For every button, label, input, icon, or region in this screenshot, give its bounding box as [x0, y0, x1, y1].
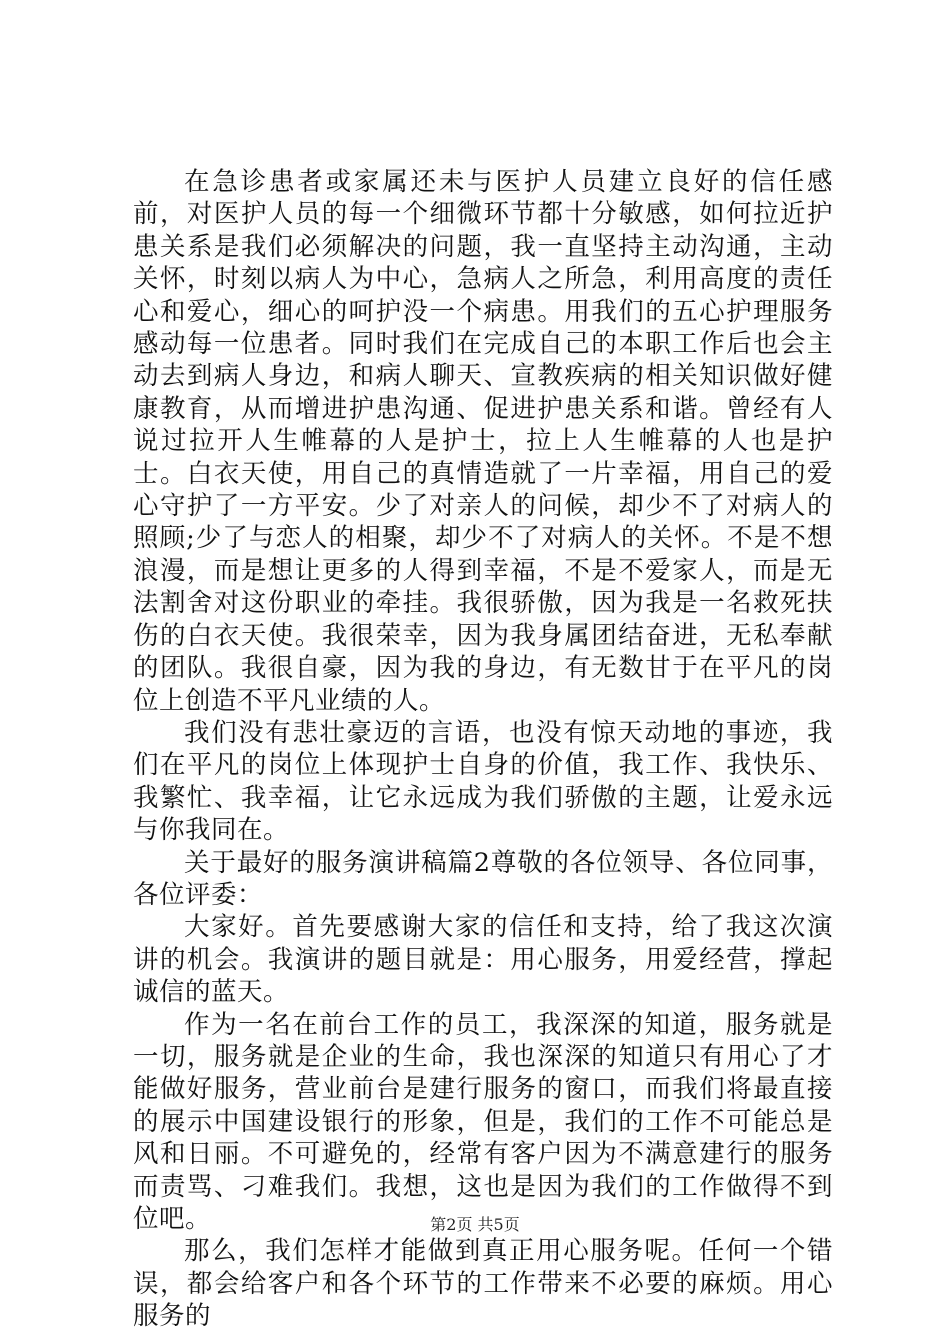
page-number-footer: 第2页 共5页: [430, 1215, 520, 1234]
paragraph: 我们没有悲壮豪迈的言语，也没有惊天动地的事迹，我们在平凡的岗位上体现护士自身的价值，我工作、我快乐、我繁忙、我幸福，让它永远成为我们骄傲的主题，让爱永远与你我同在。: [133, 717, 833, 846]
paragraph: 那么，我们怎样才能做到真正用心服务呢。任何一个错误，都会给客户和各个环节的工作带来不必要的麻烦。用心服务的: [133, 1236, 833, 1332]
paragraph: 在急诊患者或家属还未与医护人员建立良好的信任感前，对医护人员的每一个细微环节都十分敏感，如何拉近护患关系是我们必须解决的问题，我一直坚持主动沟通，主动关怀，时刻以病人为中心，急病人之所急，利用高度的责任心和爱心，细心的呵护没一个病患。用我们的五心护理服务感动每一位患者。同时我们在完成自己的本职工作后也会主动去到病人身边，和病人聊天、宣教疾病的相关知识做好健康教育，从而增进护患沟通、促进护患关系和谐。曾经有人说过拉开人生帷幕的人是护士，拉上人生帷幕的人也是护士。白衣天使，用自己的真情造就了一片幸福，用自己的爱心守护了一方平安。少了对亲人的问候，却少不了对病人的照顾;少了与恋人的相聚，却少不了对病人的关怀。不是不想浪漫，而是想让更多的人得到幸福，不是不爱家人，而是无法割舍对这份职业的牵挂。我很骄傲，因为我是一名救死扶伤的白衣天使。我很荣幸，因为我身属团结奋进，无私奉献的团队。我很自豪，因为我的身边，有无数甘于在平凡的岗位上创造不平凡业绩的人。: [133, 167, 833, 716]
document-body: [133, 166, 833, 1333]
paragraph: 大家好。首先要感谢大家的信任和支持，给了我这次演讲的机会。我演讲的题目就是：用心服务，用爱经营，撑起诚信的蓝天。: [133, 912, 833, 1008]
paragraph: 关于最好的服务演讲稿篇2尊敬的各位领导、各位同事，各位评委：: [133, 847, 833, 910]
paragraph: 作为一名在前台工作的员工，我深深的知道，服务就是一切，服务就是企业的生命，我也深深的知道只有用心了才能做好服务，营业前台是建行服务的窗口，而我们将最直接的展示中国建设银行的形象，但是，我们的工作不可能总是风和日丽。不可避免的，经常有客户因为不满意建行的服务而责骂、刁难我们。我想，这也是因为我们的工作做得不到位吧。: [133, 1009, 833, 1234]
